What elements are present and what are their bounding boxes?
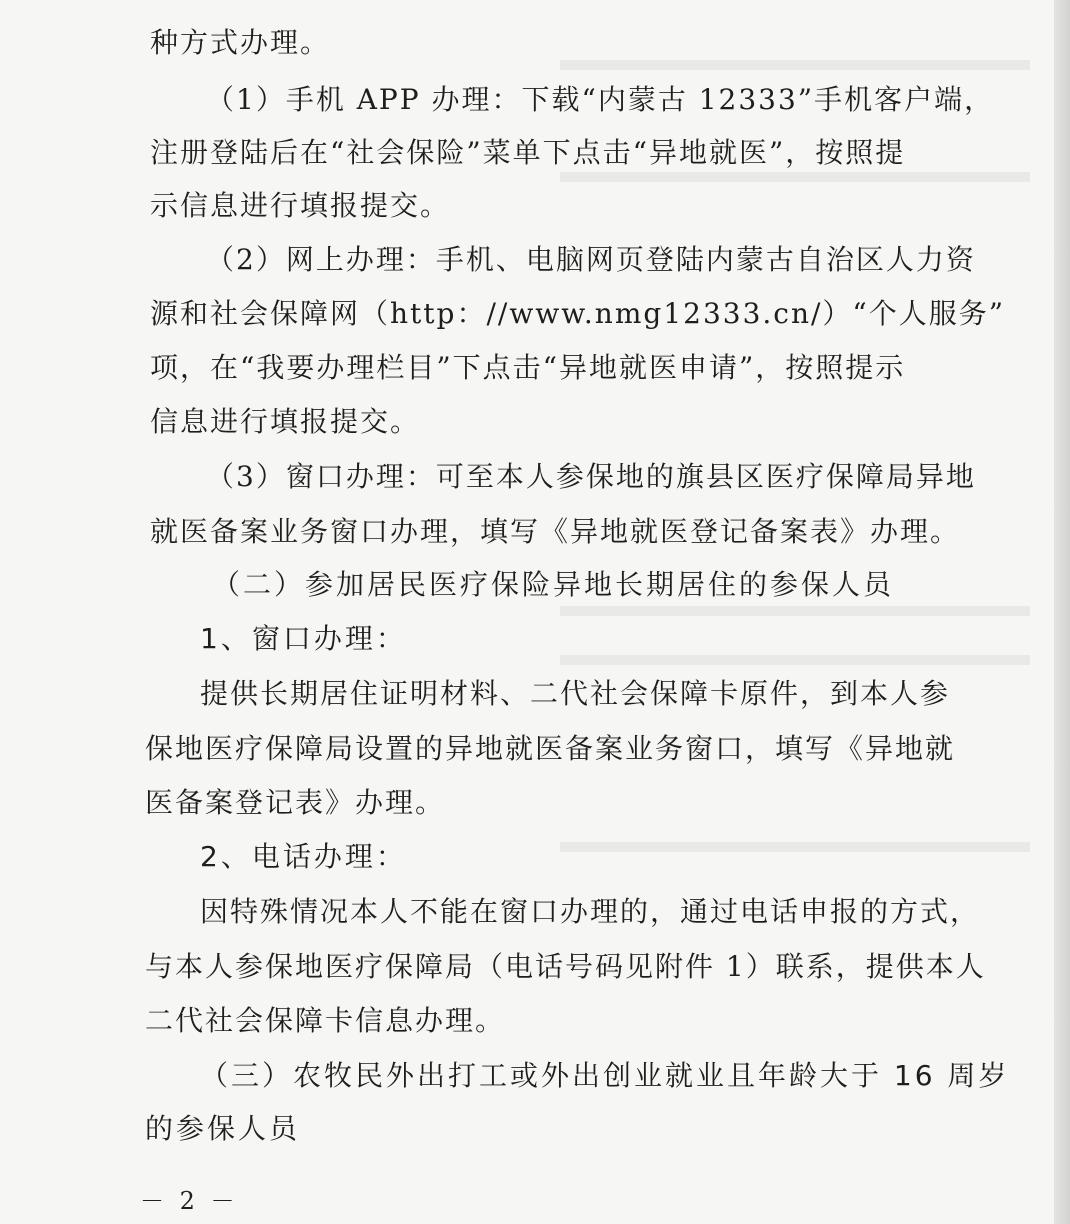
section-heading: （三）农牧民外出打工或外出创业就业且年龄大于 16 周岁 <box>200 1059 1010 1092</box>
subsection-heading: 2、电话办理： <box>200 840 407 873</box>
text-line: （1）手机 APP 办理：下载“内蒙古 12333”手机客户端， <box>206 83 995 116</box>
text-line: 保地医疗保障局设置的异地就医备案业务窗口，填写《异地就 <box>145 732 956 765</box>
text-line: 医备案登记表》办理。 <box>145 786 446 819</box>
text-line: 示信息进行填报提交。 <box>150 189 451 222</box>
text-line: 与本人参保地医疗保障局（电话号码见附件 1）联系，提供本人 <box>145 950 986 983</box>
text-line: 因特殊情况本人不能在窗口办理的，通过电话申报的方式， <box>200 895 981 928</box>
text-line: 注册登陆后在“社会保险”菜单下点击“异地就医”，按照提 <box>150 136 906 169</box>
text-line: 提供长期居住证明材料、二代社会保障卡原件，到本人参 <box>200 677 951 710</box>
show-through-mark <box>560 606 1030 616</box>
text-line: 二代社会保障卡信息办理。 <box>145 1004 506 1037</box>
subsection-heading: 1、窗口办理： <box>200 622 407 655</box>
page-edge-shadow <box>1054 0 1070 1224</box>
show-through-mark <box>560 172 1030 182</box>
text-line: 源和社会保障网（http：//www.nmg12333.cn/）“个人服务” <box>150 297 1006 330</box>
text-line: 项，在“我要办理栏目”下点击“异地就医申请”，按照提示 <box>150 351 906 384</box>
section-heading: （二）参加居民医疗保险异地长期居住的参保人员 <box>212 568 895 601</box>
text-line: 就医备案业务窗口办理，填写《异地就医登记备案表》办理。 <box>150 515 961 548</box>
text-line: 种方式办理。 <box>150 26 331 59</box>
text-line: （2）网上办理：手机、电脑网页登陆内蒙古自治区人力资 <box>206 243 976 276</box>
show-through-mark <box>560 842 1030 852</box>
text-line: （3）窗口办理：可至本人参保地的旗县区医疗保障局异地 <box>206 460 976 493</box>
section-heading-continued: 的参保人员 <box>145 1112 301 1145</box>
show-through-mark <box>560 60 1030 70</box>
text-line: 信息进行填报提交。 <box>150 405 421 438</box>
show-through-mark <box>560 655 1030 665</box>
page-number: － 2 － <box>140 1187 239 1215</box>
